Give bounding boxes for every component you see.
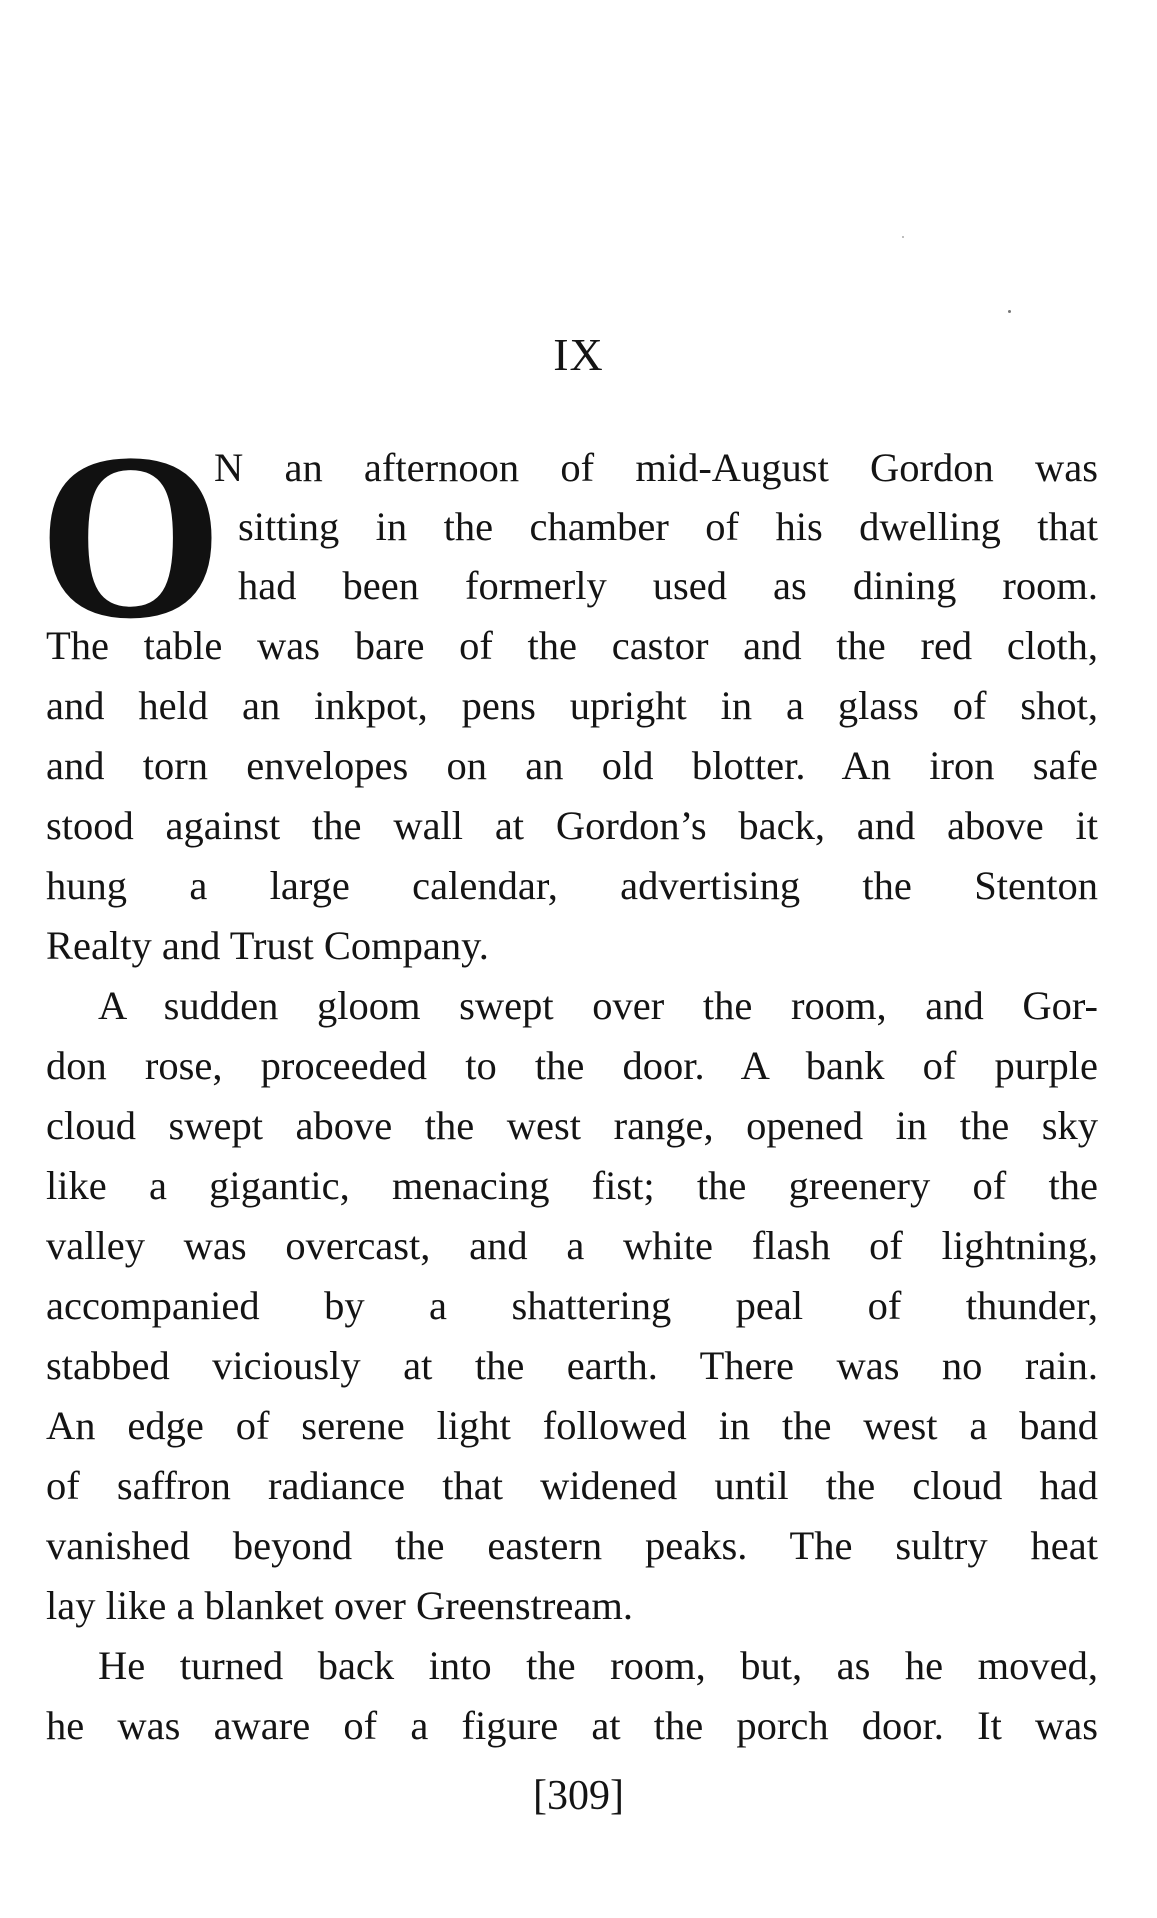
text-line: cloud swept above the west range, opened in the sky [46,1103,1098,1148]
scan-speck [902,236,904,238]
text-line: and held an inkpot, pens upright in a glass of shot, [46,683,1098,728]
text-line: An edge of serene light followed in the west a band [46,1403,1098,1448]
text-line: He turned back into the room, but, as he moved, [98,1643,1098,1688]
text-line: had been formerly used as dining room. [238,563,1098,608]
text-line: don rose, proceeded to the door. A bank of purple [46,1043,1098,1088]
text-line: and torn envelopes on an old blotter. An iron safe [46,743,1098,788]
text-line: Realty and Trust Company. [46,923,489,968]
text-line: lay like a blanket over Greenstream. [46,1583,633,1628]
text-line: of saffron radiance that widened until the cloud had [46,1463,1098,1508]
text-line: A sudden gloom swept over the room, and Gor- [98,983,1098,1028]
text-line: The table was bare of the castor and the red cloth, [46,623,1098,668]
text-line: he was aware of a figure at the porch door. It was [46,1703,1098,1748]
scan-speck [1008,310,1011,313]
page-number: [309] [533,1773,624,1819]
text-line: vanished beyond the eastern peaks. The sultry heat [46,1523,1098,1568]
chapter-numeral: IX [553,329,604,380]
text-line: valley was overcast, and a white flash of lightning, [46,1223,1098,1268]
text-line: like a gigantic, menacing fist; the greenery of the [46,1163,1098,1208]
text-line: N an afternoon of mid-August Gordon was [214,445,1098,490]
text-line: stabbed viciously at the earth. There was no rain. [46,1343,1098,1388]
text-line: hung a large calendar, advertising the Stenton [46,863,1098,908]
text-line: stood against the wall at Gordon’s back, and above it [46,803,1098,848]
text-line: sitting in the chamber of his dwelling that [238,504,1098,549]
drop-cap-initial: O [38,405,224,668]
text-line: accompanied by a shattering peal of thunder, [46,1283,1098,1328]
